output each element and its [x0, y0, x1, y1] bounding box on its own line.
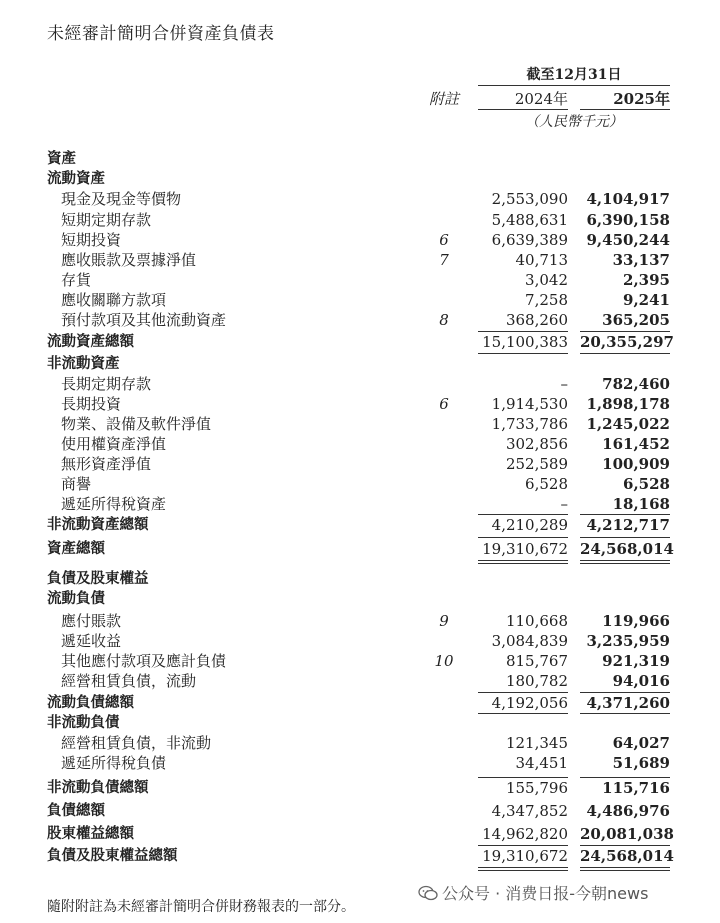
- subtotal-rule: [580, 514, 670, 515]
- value-2025: 9,241: [623, 291, 670, 309]
- row-label: 資產: [47, 151, 76, 167]
- line-item-row: [0, 374, 720, 394]
- row-label: 經營租賃負債，非流動: [61, 734, 212, 752]
- watermark: [418, 881, 648, 904]
- row-label: 流動負債: [47, 591, 105, 607]
- note-reference: 10: [434, 652, 454, 670]
- value-2024: 40,713: [515, 251, 568, 269]
- currency-unit: （人民幣千元）: [525, 114, 623, 130]
- line-item-row: [0, 434, 720, 454]
- period-underline: [478, 85, 670, 86]
- value-2025: 51,689: [612, 754, 670, 772]
- line-item-row: [0, 210, 720, 230]
- value-2024: 1,733,786: [491, 415, 568, 433]
- row-label: 經營租賃負債，流動: [61, 672, 197, 690]
- line-item-row: [0, 631, 720, 651]
- value-2024: 14,962,820: [482, 825, 568, 843]
- note-reference: 9: [439, 612, 449, 630]
- row-label: 流動負債總額: [47, 695, 134, 711]
- row-label: 非流動負債: [47, 715, 120, 731]
- row-label: 遞延收益: [61, 632, 122, 650]
- double-underline: [580, 560, 670, 561]
- line-item-row: [0, 250, 720, 270]
- subtotal-rule: [580, 353, 670, 354]
- value-2025: 33,137: [612, 251, 670, 269]
- note-column-header: 附註: [428, 90, 459, 108]
- value-2025: 4,212,717: [586, 516, 670, 534]
- wechat-icon: [418, 885, 438, 901]
- value-2025: 115,716: [602, 779, 670, 797]
- note-reference: 6: [439, 395, 449, 413]
- value-2024: 4,347,852: [491, 802, 568, 820]
- subtotal-rule: [478, 537, 568, 538]
- subtotal-rule: [478, 692, 568, 693]
- line-item-row: [0, 189, 720, 209]
- year-2024-header: 2024年: [514, 90, 568, 108]
- line-item-row: [0, 474, 720, 494]
- value-2024: 4,210,289: [491, 516, 568, 534]
- total-row: [0, 332, 720, 352]
- period-header: 截至12月31日: [526, 67, 622, 83]
- section-heading-row: [0, 354, 720, 374]
- line-item-row: [0, 753, 720, 773]
- value-2025: 20,081,038: [580, 825, 674, 843]
- year-2025-underline: [580, 109, 670, 110]
- statement-title: 未經審計簡明合併資產負債表: [47, 24, 275, 44]
- row-label: 其他應付款項及應計負債: [61, 652, 227, 670]
- value-2025: 365,205: [602, 311, 670, 329]
- subtotal-rule: [580, 331, 670, 332]
- total-row: [0, 846, 720, 866]
- value-2024: 6,528: [525, 475, 568, 493]
- value-2024: 5,488,631: [491, 211, 568, 229]
- value-2025: 161,452: [602, 435, 670, 453]
- value-2025: 24,568,014: [580, 847, 674, 865]
- row-label: 負債及股東權益: [47, 571, 149, 587]
- total-row: [0, 515, 720, 535]
- row-label: 遞延所得稅負債: [61, 754, 167, 772]
- row-label: 遞延所得稅資產: [61, 495, 167, 513]
- value-2024: 19,310,672: [482, 847, 568, 865]
- row-label: 非流動資產總額: [47, 517, 149, 533]
- value-2025: 94,016: [612, 672, 670, 690]
- value-2024: 4,192,056: [491, 694, 568, 712]
- value-2025: 20,355,297: [580, 333, 674, 351]
- value-2025: 3,235,959: [586, 632, 670, 650]
- line-item-row: [0, 270, 720, 290]
- row-label: 負債總額: [47, 803, 105, 819]
- value-2025: 4,104,917: [586, 190, 670, 208]
- row-label: 長期投資: [61, 395, 122, 413]
- subtotal-rule: [580, 845, 670, 846]
- value-2025: 64,027: [612, 734, 670, 752]
- subtotal-rule: [478, 713, 568, 714]
- subtotal-rule: [580, 692, 670, 693]
- value-2025: 100,909: [602, 455, 670, 473]
- value-2025: 921,319: [602, 652, 670, 670]
- value-2024: 6,639,389: [491, 231, 568, 249]
- line-item-row: [0, 290, 720, 310]
- row-label: 無形資產淨值: [61, 455, 152, 473]
- row-label: 非流動負債總額: [47, 780, 149, 796]
- value-2024: 815,767: [505, 652, 568, 670]
- row-label: 應收賬款及票據淨值: [61, 251, 197, 269]
- value-2025: 4,371,260: [586, 694, 670, 712]
- row-label: 物業、設備及軟件淨值: [61, 415, 212, 433]
- row-label: 非流動資產: [47, 356, 120, 372]
- value-2024: 3,084,839: [491, 632, 568, 650]
- total-row: [0, 778, 720, 798]
- value-2024: 1,914,530: [491, 395, 568, 413]
- double-underline: [478, 867, 568, 868]
- value-2024: 34,451: [515, 754, 568, 772]
- note-reference: 6: [439, 231, 449, 249]
- value-2025: 782,460: [602, 375, 670, 393]
- section-heading-row: [0, 169, 720, 189]
- line-item-row: [0, 310, 720, 330]
- total-row: [0, 539, 720, 559]
- value-2024: –: [560, 375, 568, 393]
- line-item-row: [0, 230, 720, 250]
- subtotal-rule: [478, 514, 568, 515]
- subtotal-rule: [478, 331, 568, 332]
- value-2024: 15,100,383: [482, 333, 568, 351]
- row-label: 應付賬款: [61, 612, 122, 630]
- value-2024: 19,310,672: [482, 540, 568, 558]
- value-2025: 18,168: [612, 495, 670, 513]
- value-2025: 24,568,014: [580, 540, 674, 558]
- footnote: 隨附附註為未經審計簡明合併財務報表的一部分。: [47, 899, 355, 915]
- note-reference: 8: [439, 311, 449, 329]
- year-2024-underline: [478, 109, 568, 110]
- value-2025: 6,528: [623, 475, 670, 493]
- double-underline: [478, 563, 568, 564]
- row-label: 短期投資: [61, 231, 122, 249]
- value-2024: 7,258: [525, 291, 568, 309]
- double-underline: [580, 870, 670, 871]
- value-2025: 1,898,178: [586, 395, 670, 413]
- value-2024: 3,042: [525, 271, 568, 289]
- value-2024: 110,668: [505, 612, 568, 630]
- double-underline: [478, 560, 568, 561]
- value-2025: 9,450,244: [586, 231, 670, 249]
- subtotal-rule: [478, 845, 568, 846]
- section-heading-row: [0, 569, 720, 589]
- total-row: [0, 801, 720, 821]
- line-item-row: [0, 733, 720, 753]
- subtotal-rule: [478, 353, 568, 354]
- section-heading-row: [0, 149, 720, 169]
- row-label: 短期定期存款: [61, 211, 152, 229]
- subtotal-rule: [580, 777, 670, 778]
- line-item-row: [0, 494, 720, 514]
- row-label: 長期定期存款: [61, 375, 152, 393]
- subtotal-rule: [580, 713, 670, 714]
- value-2025: 2,395: [623, 271, 670, 289]
- row-label: 流動資產: [47, 171, 105, 187]
- line-item-row: [0, 414, 720, 434]
- note-reference: 7: [439, 251, 449, 269]
- row-label: 負債及股東權益總額: [47, 848, 178, 864]
- double-underline: [580, 563, 670, 564]
- row-label: 預付款項及其他流動資產: [61, 311, 227, 329]
- subtotal-rule: [580, 537, 670, 538]
- row-label: 應收關聯方款項: [61, 291, 167, 309]
- line-item-row: [0, 454, 720, 474]
- value-2024: 121,345: [505, 734, 568, 752]
- value-2025: 4,486,976: [586, 802, 670, 820]
- section-heading-row: [0, 713, 720, 733]
- row-label: 商譽: [61, 475, 92, 493]
- year-2025-header: 2025年: [613, 90, 670, 108]
- value-2025: 1,245,022: [586, 415, 670, 433]
- value-2025: 119,966: [602, 612, 670, 630]
- row-label: 存貨: [61, 271, 92, 289]
- row-label: 資產總額: [47, 541, 105, 557]
- line-item-row: [0, 651, 720, 671]
- line-item-row: [0, 611, 720, 631]
- value-2024: 180,782: [505, 672, 568, 690]
- total-row: [0, 693, 720, 713]
- line-item-row: [0, 394, 720, 414]
- subtotal-rule: [478, 777, 568, 778]
- row-label: 使用權資產淨值: [61, 435, 167, 453]
- value-2024: 252,589: [505, 455, 568, 473]
- row-label: 現金及現金等價物: [61, 190, 182, 208]
- value-2024: 2,553,090: [491, 190, 568, 208]
- line-item-row: [0, 671, 720, 691]
- value-2025: 6,390,158: [586, 211, 670, 229]
- double-underline: [478, 870, 568, 871]
- value-2024: 368,260: [505, 311, 568, 329]
- watermark-text: 公众号 · 消费日报-今朝news: [442, 884, 649, 903]
- row-label: 股東權益總額: [47, 826, 134, 842]
- value-2024: 302,856: [505, 435, 568, 453]
- value-2024: –: [560, 495, 568, 513]
- total-row: [0, 824, 720, 844]
- row-label: 流動資產總額: [47, 334, 134, 350]
- double-underline: [580, 867, 670, 868]
- section-heading-row: [0, 589, 720, 609]
- value-2024: 155,796: [505, 779, 568, 797]
